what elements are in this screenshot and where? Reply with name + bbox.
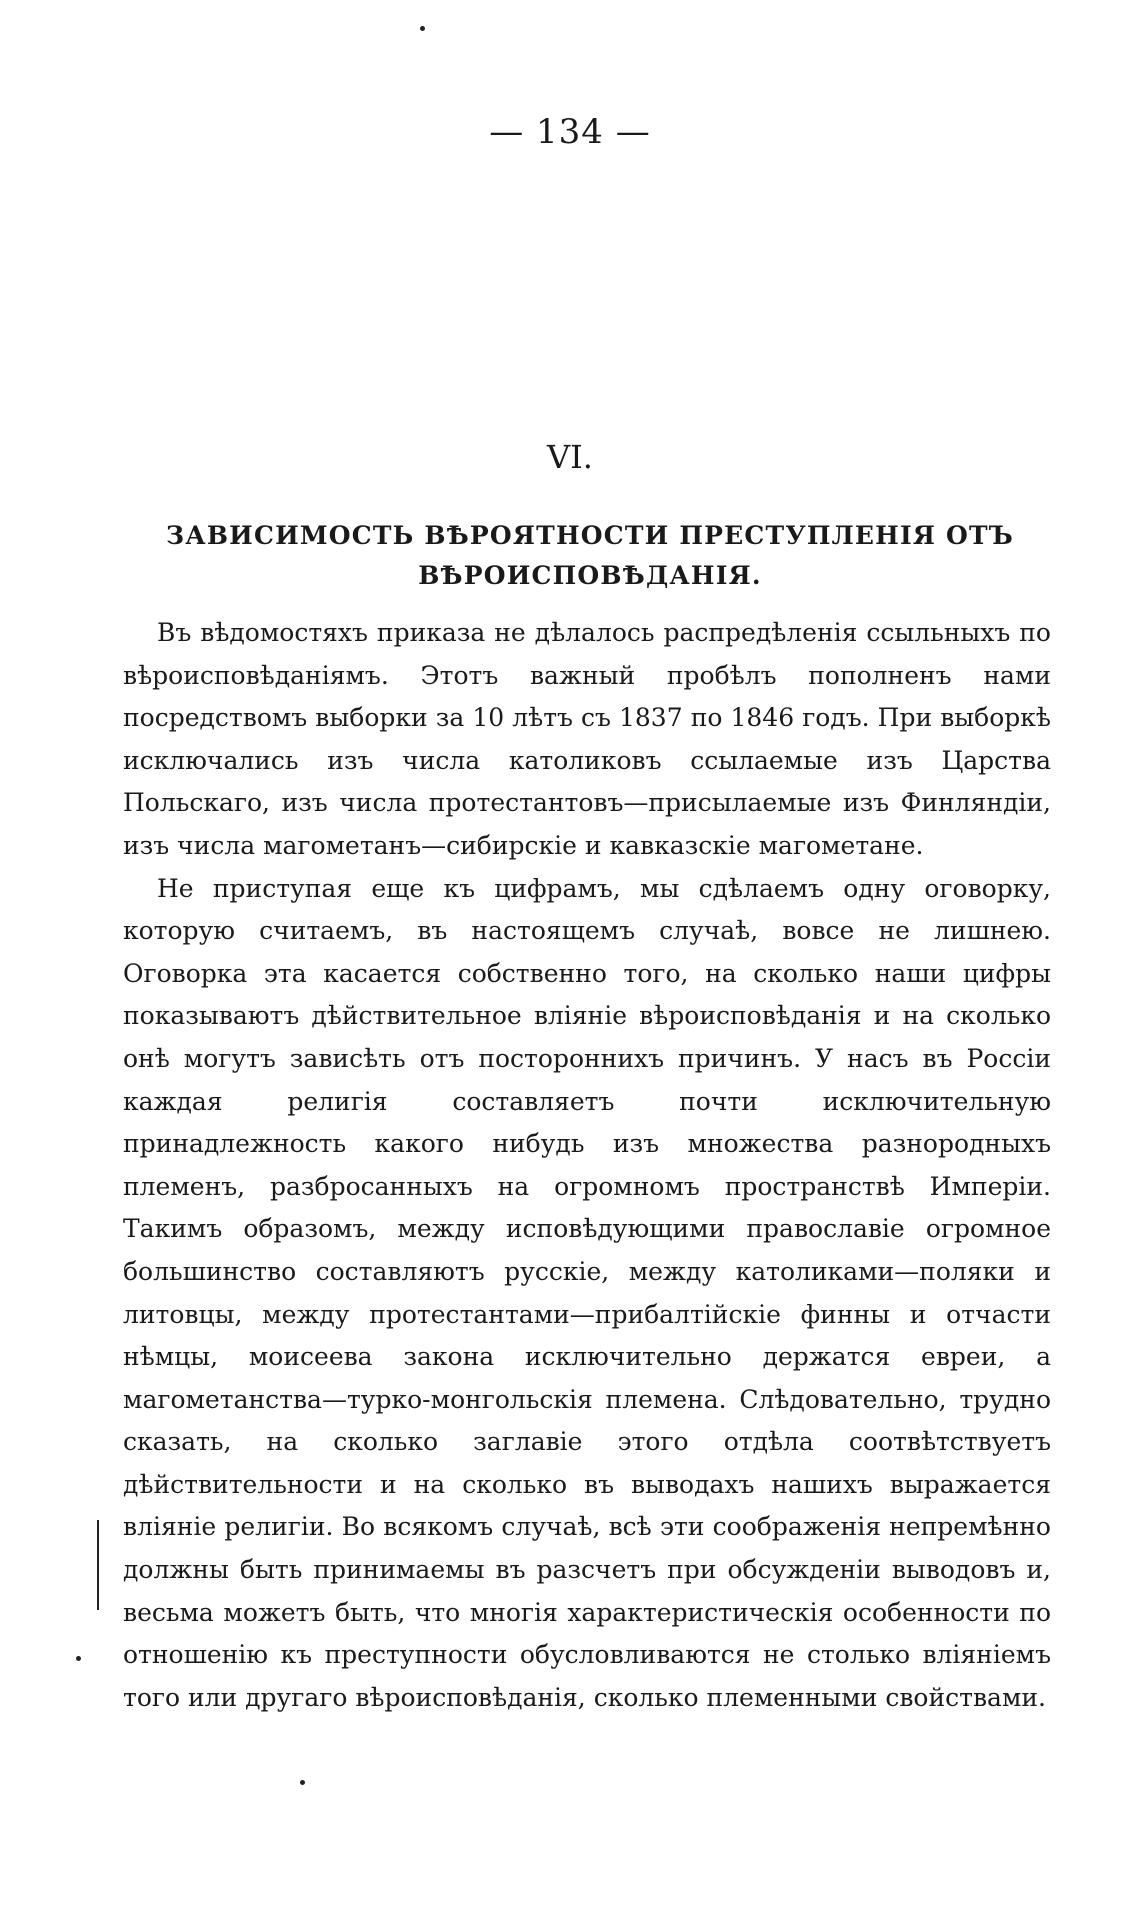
scan-speck	[420, 26, 425, 31]
scan-speck	[300, 1780, 305, 1785]
margin-mark	[97, 1520, 99, 1610]
scan-speck	[76, 1656, 81, 1661]
chapter-number: VI.	[547, 438, 593, 476]
paragraph-2: Не приступая еще къ цифрамъ, мы сдѣлаемъ одну оговорку, которую считаемъ, въ настоящемъ случаѣ, вовсе не лишнею. Оговорка эта касается собственно того, на сколько наши цифры показываютъ дѣйствительное вліяніе вѣроисповѣданія и на сколько онѣ могутъ зависѣть отъ постороннихъ причинъ. У насъ въ Россіи каждая религія составляетъ почти исключительную принадлежность какого нибудь изъ множества разнородныхъ племенъ, разбросанныхъ на огромномъ пространствѣ Имперіи. Такимъ образомъ, между исповѣдующими православіе огромное большинство составляютъ русскіе, между католиками—поляки и литовцы, между протестантами—прибалтійскіе финны и отчасти нѣмцы, моисеева закона исключительно держатся евреи, а магометанства—турко-монгольскія племена. Слѣдовательно, трудно сказать, на сколько заглавіе этого отдѣла соотвѣтствуетъ дѣйствительности и на сколько въ выводахъ нашихъ выражается вліяніе религіи. Во всякомъ случаѣ, всѣ эти соображенія непремѣнно должны быть принимаемы въ разсчетъ при обсужденіи выводовъ и, весьма можетъ быть, что многія характеристическія особенности по отношенію къ преступности обусловливаются не столько вліяніемъ того или другаго вѣроисповѣданія, сколько племенными свойствами.	[123, 873, 1051, 1712]
page-number: — 134 —	[489, 112, 651, 152]
chapter-body	[123, 612, 1051, 1719]
chapter-title: ЗАВИСИМОСТЬ ВѢРОЯТНОСТИ ПРЕСТУПЛЕНІЯ ОТЪ ВѢРОИСПОВѢДАНІЯ.	[166, 521, 1014, 590]
paragraph-1: Въ вѣдомостяхъ приказа не дѣлалось распредѣленія ссыльныхъ по вѣроисповѣданіямъ. Этотъ важный пробѣлъ пополненъ нами посредствомъ выборки за 10 лѣтъ съ 1837 по 1846 годъ. При выборкѣ исключались изъ числа католиковъ ссылаемые изъ Царства Польскаго, изъ числа протестантовъ—присылаемые изъ Финляндіи, изъ числа магометанъ—сибирскіе и кавказскіе магометане.	[123, 618, 1051, 860]
